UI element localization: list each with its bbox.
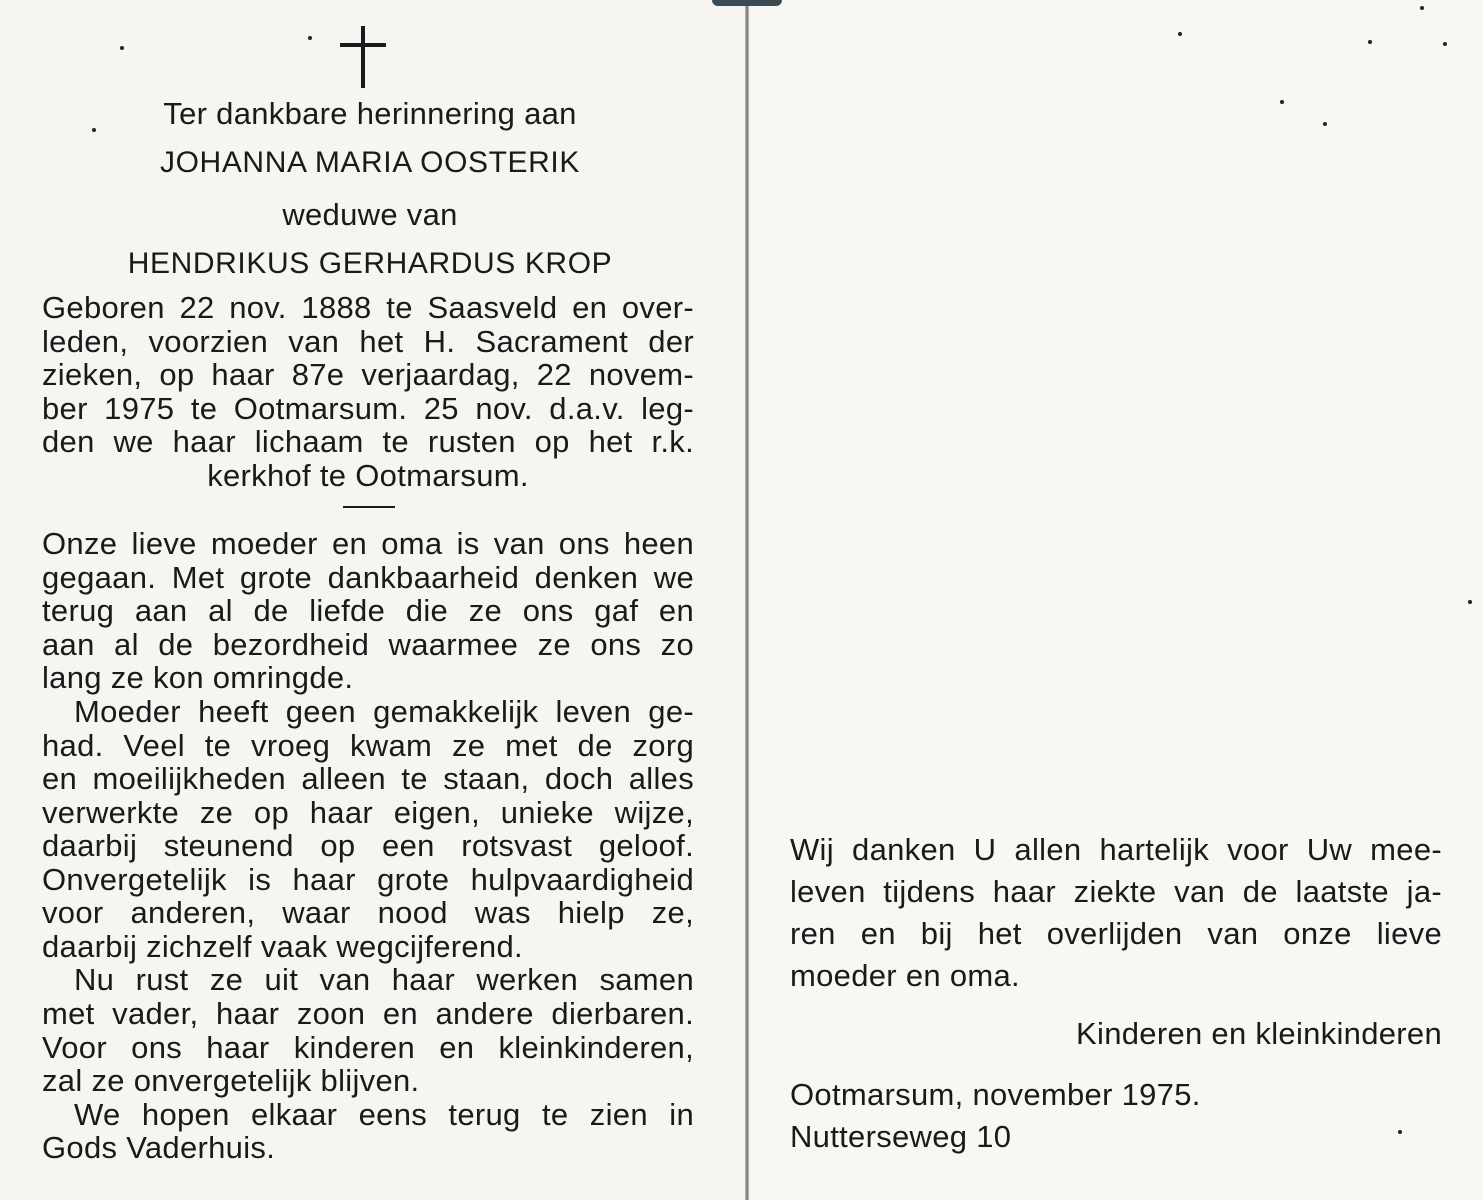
- thanks-line: Wij danken U allen hartelijk voor Uw mee-: [790, 832, 1442, 867]
- text-line: zal ze onvergetelijk blijven.: [42, 1063, 420, 1098]
- card-fold: [745, 0, 749, 1200]
- speck: [92, 128, 96, 132]
- signature: Kinderen en kleinkinderen: [1076, 1016, 1442, 1051]
- speck: [1323, 122, 1327, 126]
- address: Nutterseweg 10: [790, 1119, 1012, 1154]
- fold-shadow: [712, 0, 782, 6]
- text-line: Voor ons haar kinderen en kleinkinderen,: [42, 1030, 694, 1065]
- speck: [1468, 600, 1472, 604]
- bio-line: den we haar lichaam te rusten op het r.k.: [42, 424, 694, 459]
- thanks-line: leven tijdens haar ziekte van de laatste ja-: [790, 874, 1442, 909]
- cross-icon: [340, 26, 386, 88]
- speck: [1398, 1130, 1402, 1134]
- speck: [1443, 42, 1447, 46]
- speck: [1178, 32, 1182, 36]
- text-line: daarbij steunend op een rotsvast geloof.: [42, 828, 694, 863]
- text-line: aan al de bezordheid waarmee ze ons zo: [42, 627, 694, 662]
- text-line: had. Veel te vroeg kwam ze met de zorg: [42, 728, 694, 763]
- header-dedication: Ter dankbare herinnering aan: [163, 96, 577, 131]
- place-date: Ootmarsum, november 1975.: [790, 1077, 1201, 1112]
- speck: [1280, 100, 1284, 104]
- text-line: met vader, haar zoon en andere dierbaren.: [42, 996, 694, 1031]
- thanks-line: ren en bij het overlijden van onze lieve: [790, 916, 1442, 951]
- text-line: Gods Vaderhuis.: [42, 1130, 276, 1165]
- bio-line: ber 1975 te Ootmarsum. 25 nov. d.a.v. leg-: [42, 391, 694, 426]
- speck: [120, 46, 124, 50]
- text-line: daarbij zichzelf vaak wegcijferend.: [42, 929, 523, 964]
- speck: [308, 36, 312, 40]
- text-line: verwerkte ze op haar eigen, unieke wijze,: [42, 795, 694, 830]
- bio-line: kerkhof te Ootmarsum.: [207, 458, 529, 493]
- separator-rule: [343, 506, 395, 508]
- widow-of: weduwe van: [282, 197, 458, 232]
- text-line: Moeder heeft geen gemakkelijk leven ge-: [74, 694, 694, 729]
- spouse-name: HENDRIKUS GERHARDUS KROP: [127, 247, 613, 280]
- text-line: gegaan. Met grote dankbaarheid denken we: [42, 560, 694, 595]
- bio-line: zieken, op haar 87e verjaardag, 22 novem-: [42, 357, 694, 392]
- text-line: Nu rust ze uit van haar werken samen: [74, 962, 694, 997]
- deceased-name: JOHANNA MARIA OOSTERIK: [160, 146, 580, 179]
- text-line: en moeilijkheden alleen te staan, doch alles: [42, 761, 694, 796]
- text-line: We hopen elkaar eens terug te zien in: [74, 1097, 694, 1132]
- thanks-line: moeder en oma.: [790, 958, 1020, 993]
- speck: [1420, 6, 1424, 10]
- bio-line: leden, voorzien van het H. Sacrament der: [42, 324, 694, 359]
- text-line: lang ze kon omringde.: [42, 660, 354, 695]
- text-line: Onze lieve moeder en oma is van ons heen: [42, 526, 694, 561]
- speck: [1368, 40, 1372, 44]
- bio-line: Geboren 22 nov. 1888 te Saasveld en over-: [42, 290, 694, 325]
- text-line: terug aan al de liefde die ze ons gaf en: [42, 593, 694, 628]
- text-line: Onvergetelijk is haar grote hulpvaardigheid: [42, 862, 694, 897]
- text-line: voor anderen, waar nood was hielp ze,: [42, 895, 694, 930]
